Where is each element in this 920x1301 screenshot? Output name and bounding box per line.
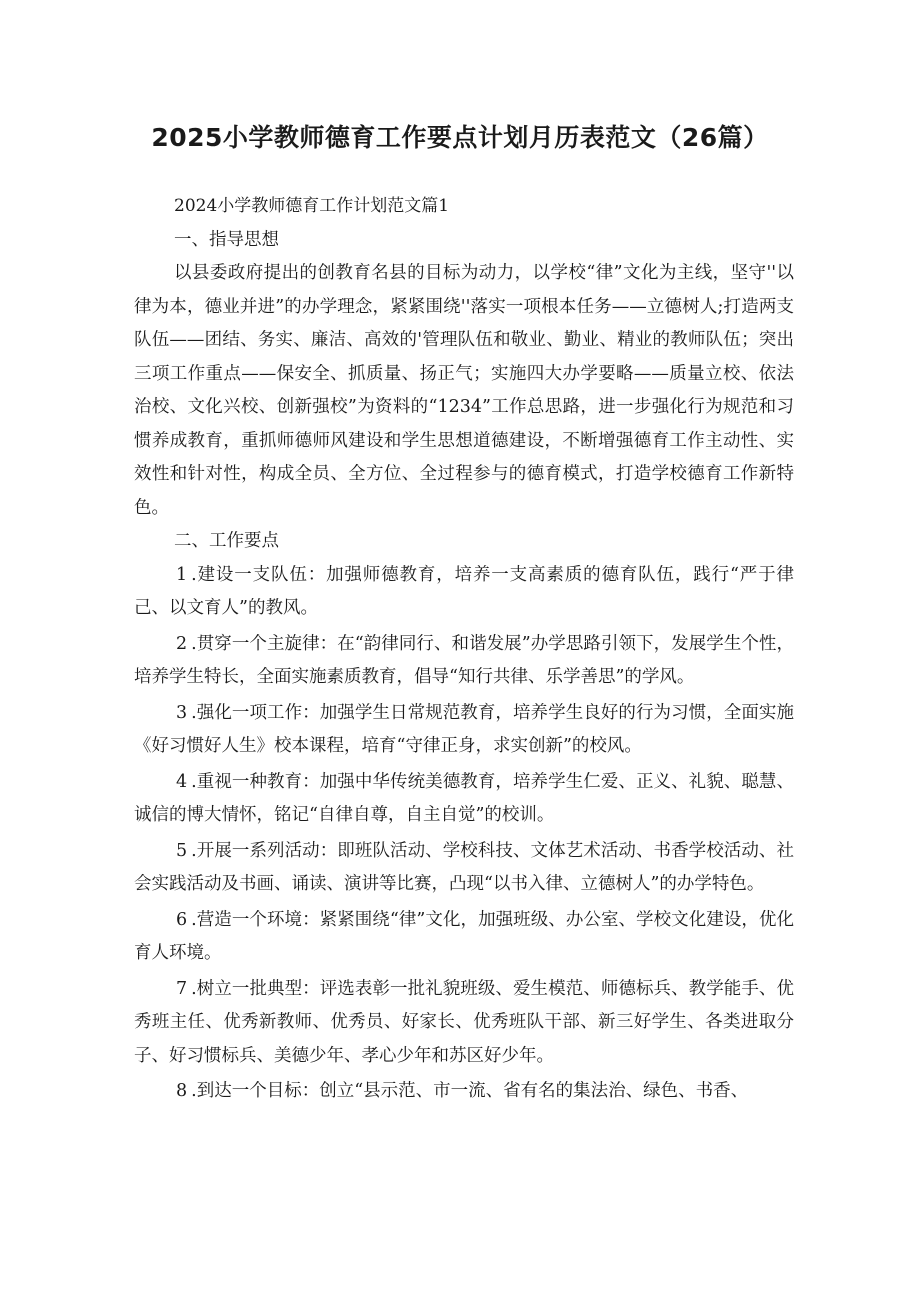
item-number: 1	[176, 564, 192, 585]
work-point-item	[134, 697, 794, 764]
work-point-item	[134, 973, 794, 1074]
item-text: .贯穿一个主旋律：在“韵律同行、和谐发展”办学思路引领下，发展学生个性，培养学生特长，全面实施素质教育，倡导“知行共律、乐学善思”的学风。	[134, 633, 794, 687]
item-number: 2	[176, 633, 192, 654]
work-point-item	[134, 904, 794, 971]
document-title: 2025小学教师德育工作要点计划月历表范文（26篇）	[151, 123, 769, 152]
section-heading-work-points: 二、工作要点	[174, 531, 279, 551]
item-text: .重视一种教育：加强中华传统美德教育，培养学生仁爱、正义、礼貌、聪慧、诚信的博大情怀，铭记“自律自尊，自主自觉”的校训。	[134, 771, 794, 825]
item-text: .营造一个环境：紧紧围绕“律”文化，加强班级、办公室、学校文化建设，优化育人环境。	[134, 909, 794, 963]
item-number: 3	[176, 702, 192, 723]
item-number: 8	[176, 1081, 192, 1101]
item-text: .建设一支队伍：加强师德教育，培养一支高素质的德育队伍，践行“严于律己、以文育人”的教风。	[134, 564, 794, 618]
item-text: .开展一系列活动：即班队活动、学校科技、文体艺术活动、书香学校活动、社会实践活动及书画、诵读、演讲等比赛，凸现“以书入律、立德树人”的办学特色。	[134, 840, 794, 894]
item-text: .到达一个目标：创立“县示范、市一流、省有名的集法治、绿色、书香、	[191, 1081, 749, 1101]
section-heading-guiding-ideology: 一、指导思想	[174, 229, 279, 250]
item-text: .树立一批典型：评选表彰一批礼貌班级、爱生模范、师德标兵、教学能手、优秀班主任、优秀新教师、优秀员、好家长、优秀班队干部、新三好学生、各类进取分子、好习惯标兵、美德少年、孝心少年和苏区好少年。	[134, 978, 794, 1066]
work-point-item	[134, 559, 794, 626]
work-point-item	[134, 835, 794, 902]
document-body	[134, 190, 794, 1111]
work-point-item	[134, 766, 794, 833]
article-subtitle: 2024小学教师德育工作计划范文篇1	[174, 196, 450, 216]
guiding-ideology-paragraph: 以县委政府提出的创教育名县的目标为动力，以学校“律”文化为主线，坚守''以律为本，德业并进”的办学理念，紧紧围绕''落实一项根本任务——立德树人;打造两支队伍——团结、务实、廉洁、高效的'管理队伍和敬业、勤业、精业的教师队伍；突出三项工作重点——保安全、抓质量、扬正气；实施四大办学要略——质量立校、依法治校、文化兴校、创新强校”为资料的“1234”工作总思路，进一步强化行为规范和习惯养成教育，重抓师德师风建设和学生思想道德建设，不断增强德育工作主动性、实效性和针对性，构成全员、全方位、全过程参与的德育模式，打造学校德育工作新特色。	[134, 263, 794, 518]
item-number: 7	[176, 978, 192, 999]
item-text: .强化一项工作：加强学生日常规范教育，培养学生良好的行为习惯，全面实施《好习惯好人生》校本课程，培育“守律正身，求实创新”的校风。	[134, 702, 794, 756]
item-number: 4	[176, 771, 192, 792]
item-number: 5	[176, 840, 192, 861]
work-point-item	[134, 1075, 794, 1109]
item-number: 6	[176, 909, 192, 930]
work-point-item	[134, 628, 794, 695]
